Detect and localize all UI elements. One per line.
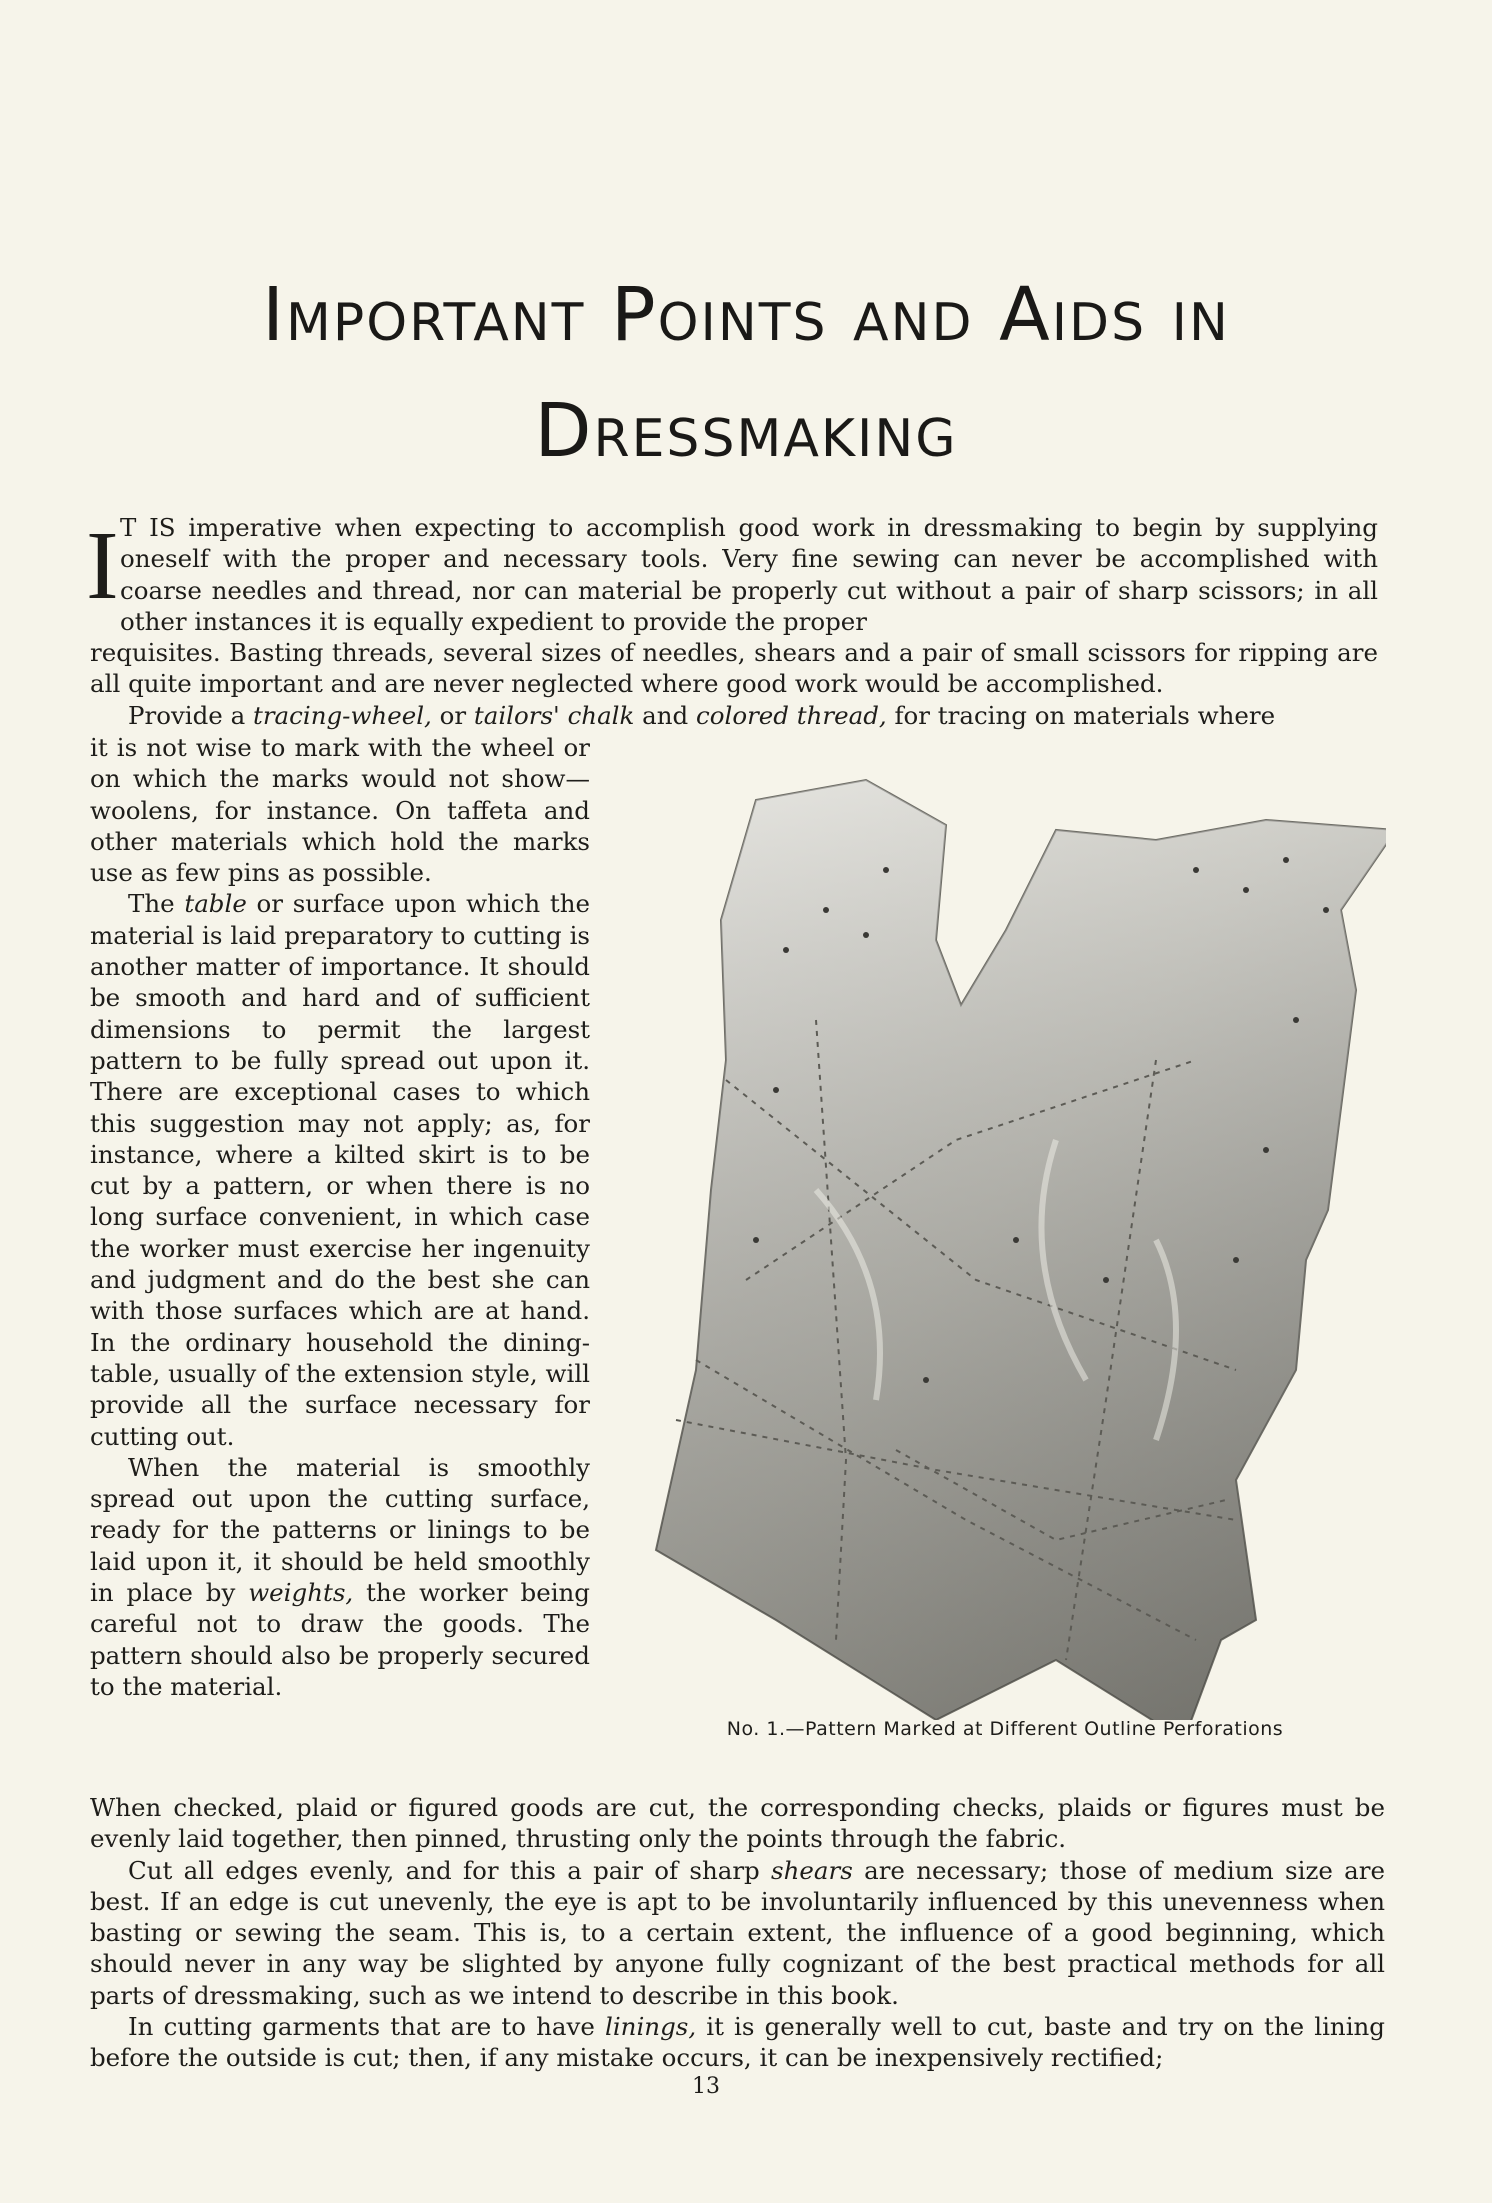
italic-term: tailors' chalk bbox=[473, 701, 635, 730]
paragraph-table bbox=[90, 888, 590, 1451]
text-run: or surface upon which the material is laid preparatory to cutting is another matter of importance. It should be smooth and hard and of sufficient dimensions to permit the largest pattern to be fully spread out upon it. There are exceptional cases to which this suggestion may not apply; as, for instance, where a kilted skirt is to be cut by a pattern, or when there is no long surface convenient, in which case the worker must exercise her ingenuity and judgment and do the best she can with those surfaces which are at hand. In the ordinary household the dining-table, usually of the extension style, will provide all the surface necessary for cutting out. bbox=[90, 889, 590, 1451]
paragraph-tools bbox=[90, 700, 1378, 731]
full-width-text bbox=[90, 1792, 1385, 2074]
intro-paragraph-continued: requisites. Basting threads, several sizes of needles, shears and a pair of small scissors for ripping are all quite important and are never neglected where good work would be accomplished. bbox=[90, 638, 1378, 699]
figure-caption: No. 1.—Pattern Marked at Different Outline Perforations bbox=[726, 1718, 1284, 1740]
text-run: Cut all edges evenly, and for this a pair of sharp bbox=[128, 1855, 772, 1885]
text-run: When the material is smoothly spread out upon the cutting surface, ready for the patterns or linings to be laid upon it, it should be held smoothly in place by bbox=[90, 1452, 590, 1608]
italic-term: weights, bbox=[248, 1578, 354, 1608]
paragraph-plaids: When checked, plaid or figured goods are cut, the corresponding checks, plaids or figures must be evenly laid together, then pinned, thrusting only the points through the fabric. bbox=[90, 1793, 1385, 1854]
left-column bbox=[90, 732, 590, 1702]
text-run: The bbox=[128, 889, 185, 919]
text-run: or bbox=[431, 701, 474, 730]
page-title-line-1: Important Points and Aids in bbox=[262, 272, 1230, 358]
text-run: In cutting garments that are to have bbox=[128, 2012, 605, 2042]
text-run: it is generally well to cut, baste and try on the lining before the outside is cut; then, if any mistake occurs, it can be inexpensively rectified; bbox=[90, 2012, 1385, 2073]
italic-term: colored thread, bbox=[696, 701, 887, 730]
italic-term: shears bbox=[771, 1855, 853, 1885]
intro-paragraph: T IS imperative when expecting to accomplish good work in dressmaking to begin by supplying oneself with the proper and necessary tools. Very fine sewing can never be accomplished with coarse needles and thread, nor can material be properly cut without a pair of sharp scissors; in all other instances it is equally expedient to provide the proper bbox=[120, 513, 1378, 636]
italic-term: table bbox=[184, 889, 247, 919]
paragraph-weights bbox=[90, 1452, 590, 1702]
drop-cap: I bbox=[86, 512, 119, 620]
text-run: Provide a bbox=[128, 701, 253, 730]
page-title-line-2: Dressmaking bbox=[534, 388, 958, 474]
paragraph-tools-continued: it is not wise to mark with the wheel or on which the marks would not show—woolens, for instance. On taffeta and other materials which hold the marks use as few pins as possible. bbox=[90, 733, 590, 888]
page-number: 13 bbox=[692, 2074, 720, 2099]
italic-term: linings, bbox=[605, 2012, 697, 2042]
pattern-photo bbox=[636, 760, 1386, 1720]
paragraph-linings bbox=[90, 2011, 1385, 2074]
text-run: for tracing on materials where bbox=[886, 701, 1276, 730]
text-run: the worker being careful not to draw the goods. The pattern should also be properly secured to the material. bbox=[90, 1578, 590, 1701]
paragraph-shears bbox=[90, 1855, 1385, 2011]
text-run: are necessary; those of medium size are best. If an edge is cut unevenly, the eye is apt to be involuntarily influenced by this unevenness when basting or sewing the seam. This is, to a certain extent, the influence of a good beginning, which should never in any way be slighted by anyone fully cognizant of the best practical methods for all parts of dressmaking, such as we intend to describe in this book. bbox=[90, 1855, 1385, 2010]
text-run: and bbox=[634, 701, 697, 730]
italic-term: tracing-wheel, bbox=[253, 701, 432, 730]
